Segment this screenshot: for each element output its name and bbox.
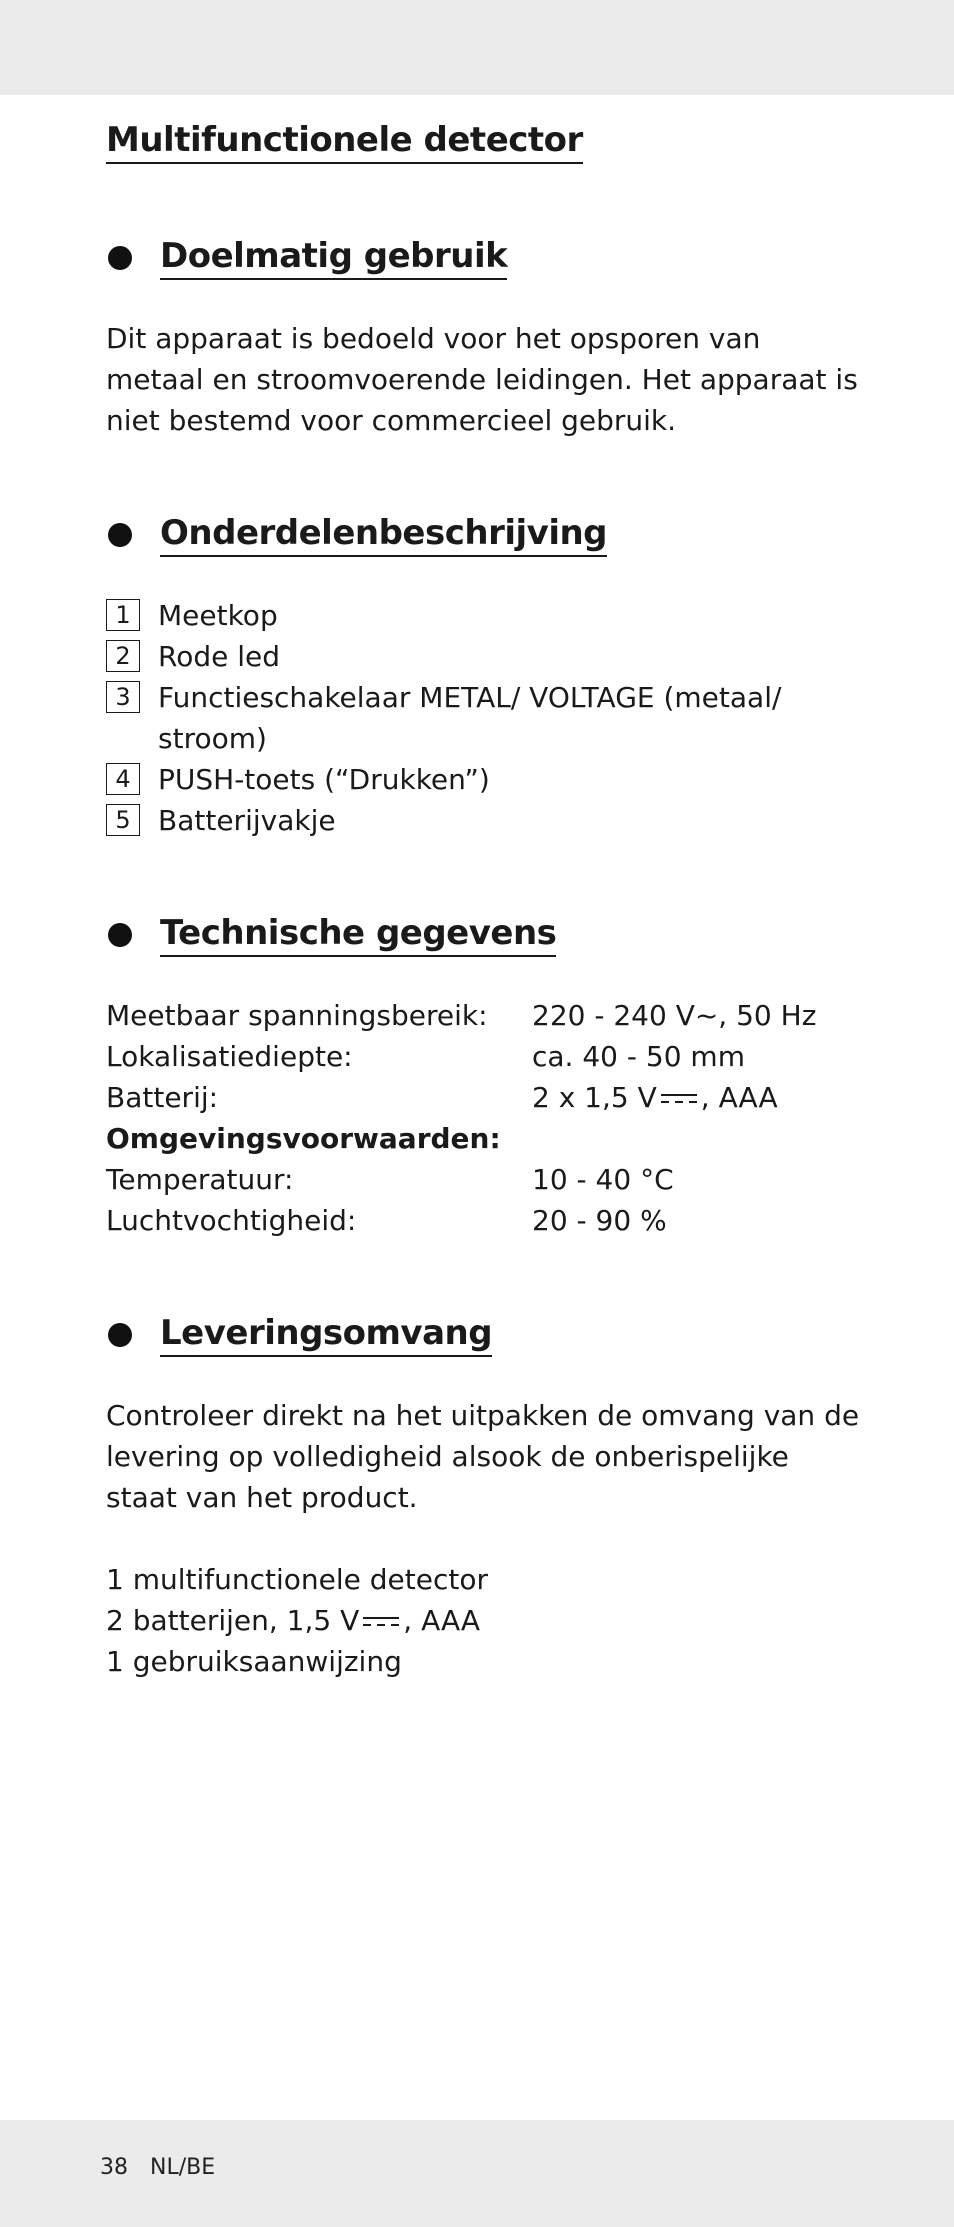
spec-label: Temperatuur: (106, 1163, 294, 1196)
spec-row (106, 1118, 866, 1159)
list-item (106, 595, 866, 636)
section-delivery (106, 1313, 866, 1682)
section-heading: Onderdelenbeschrijving (160, 513, 607, 557)
part-label: Rode led (158, 640, 281, 673)
section-heading: Doelmatig gebruik (160, 236, 507, 280)
delivery-item-pre: 2 batterijen, 1,5 V (106, 1604, 360, 1637)
spec-label: Batterij: (106, 1081, 219, 1114)
intended-use-text: Dit apparaat is bedoeld voor het opsporen van metaal en stroomvoerende leidingen. Het apparaat is niet bestemd voor commercieel gebruik. (106, 322, 858, 437)
part-number: 2 (106, 640, 140, 672)
dc-symbol-icon (659, 1092, 699, 1106)
list-item: 1 gebruiksaanwijzing (106, 1645, 402, 1678)
spec-row (106, 995, 866, 1036)
part-label: PUSH-toets (“Drukken”) (158, 763, 490, 796)
footer (100, 2155, 237, 2180)
spec-table (106, 995, 866, 1241)
section-heading: Leveringsomvang (160, 1313, 492, 1357)
dc-symbol-icon (361, 1615, 401, 1629)
spec-value: 220 - 240 V~, 50 Hz (532, 999, 817, 1032)
parts-list (106, 595, 866, 841)
section-heading-row (106, 513, 866, 557)
part-number: 4 (106, 763, 140, 795)
list-item (106, 677, 866, 759)
spec-label: Meetbaar spanningsbereik: (106, 999, 488, 1032)
part-label: Functieschakelaar METAL/ VOLTAGE (metaal/ stroom) (158, 681, 782, 755)
bullet-icon (108, 923, 132, 947)
part-number: 5 (106, 804, 140, 836)
page-number: 38 (100, 2155, 128, 2180)
section-heading-row (106, 1313, 866, 1357)
delivery-text: Controleer direkt na het uitpakken de omvang van de levering op volledigheid alsook de onberispelijke staat van het product. (106, 1399, 860, 1514)
spec-label: Luchtvochtigheid: (106, 1204, 357, 1237)
page-title: Multifunctionele detector (106, 120, 583, 164)
list-item (106, 759, 866, 800)
spec-row (106, 1200, 866, 1241)
part-label: Batterijvakje (158, 804, 336, 837)
delivery-list (106, 1559, 866, 1682)
top-band (0, 0, 954, 95)
spec-row (106, 1159, 866, 1200)
battery-value-post: , AAA (700, 1081, 778, 1114)
spec-label: Lokalisatiediepte: (106, 1040, 353, 1073)
locale-code: NL/BE (150, 2155, 216, 2180)
bullet-icon (108, 1323, 132, 1347)
part-label: Meetkop (158, 599, 278, 632)
section-parts (106, 513, 866, 841)
spec-value: 10 - 40 °C (532, 1163, 674, 1196)
spec-value: ca. 40 - 50 mm (532, 1040, 745, 1073)
page-content (106, 120, 866, 1682)
bullet-icon (108, 246, 132, 270)
section-heading-row (106, 236, 866, 280)
spec-subheading: Omgevingsvoorwaarden: (106, 1122, 501, 1155)
spec-row (106, 1036, 866, 1077)
spec-value: 20 - 90 % (532, 1204, 667, 1237)
section-heading-row (106, 913, 866, 957)
battery-value-pre: 2 x 1,5 V (532, 1081, 657, 1114)
delivery-item-post: , AAA (403, 1604, 481, 1637)
section-heading: Technische gegevens (160, 913, 556, 957)
spec-row (106, 1077, 866, 1118)
section-technical (106, 913, 866, 1241)
part-number: 3 (106, 681, 140, 713)
bullet-icon (108, 523, 132, 547)
section-intended-use (106, 236, 866, 441)
list-item (106, 800, 866, 841)
part-number: 1 (106, 599, 140, 631)
list-item: 1 multifunctionele detector (106, 1563, 489, 1596)
list-item (106, 1600, 866, 1641)
list-item (106, 636, 866, 677)
spec-value (532, 1077, 866, 1118)
